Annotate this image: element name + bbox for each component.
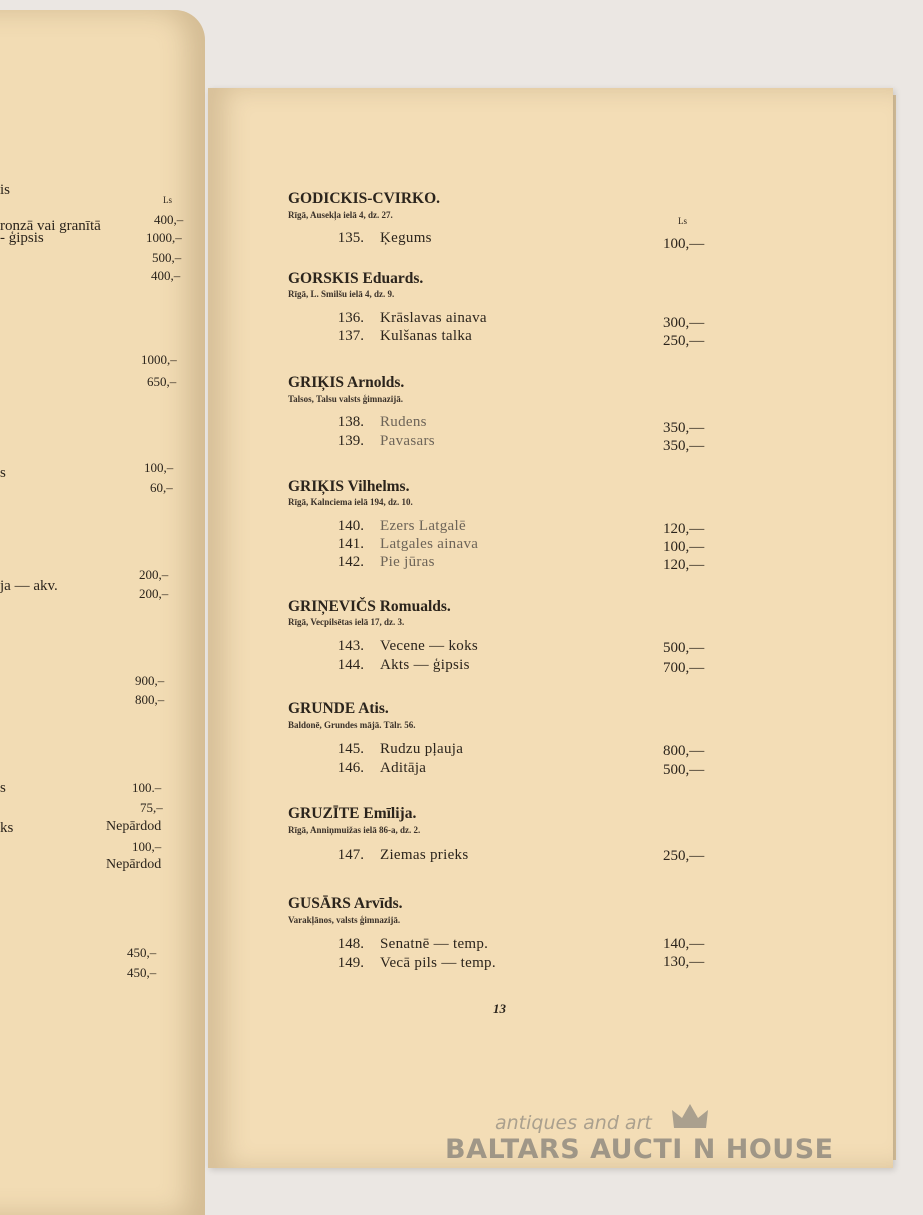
left-price: 1000,–	[146, 230, 182, 245]
work-title: Rudens	[380, 414, 427, 430]
artist-name: GORSKIS Eduards.	[288, 270, 424, 287]
artist-address: Rīgā, Anniņmuižas ielā 86-a, dz. 2.	[288, 825, 421, 835]
left-price: 650,–	[147, 374, 177, 389]
work-number: 137.	[337, 328, 364, 344]
work-price: 140,—	[663, 936, 705, 952]
work-title: Senatnē — temp.	[380, 936, 489, 952]
left-fragment: ks	[0, 820, 14, 836]
artist-name: GODICKIS-CVIRKO.	[288, 190, 441, 207]
left-fragment: ja — akv.	[0, 578, 58, 594]
work-title: Latgales ainava	[380, 536, 479, 552]
work-title: Rudzu pļauja	[380, 741, 464, 757]
watermark-tagline: antiques and art	[495, 1112, 652, 1134]
work-number: 145.	[337, 741, 364, 757]
artist-address: Rīgā, Kalnciema ielā 194, dz. 10.	[288, 497, 413, 507]
work-title: Ezers Latgalē	[380, 518, 466, 534]
work-number: 138.	[337, 414, 364, 430]
work-title: Vecene — koks	[380, 638, 479, 654]
work-number: 148.	[337, 936, 364, 952]
work-price: 100,—	[663, 236, 705, 252]
left-price: 900,–	[135, 673, 165, 688]
work-title: Akts — ģipsis	[380, 657, 470, 673]
page-number: 13	[493, 1001, 506, 1016]
work-title: Vecā pils — temp.	[380, 955, 496, 971]
work-price: 120,—	[663, 521, 705, 537]
left-fragment: is	[0, 182, 11, 198]
work-title: Kulšanas talka	[380, 328, 473, 344]
work-price: 700,—	[663, 660, 705, 676]
left-price: Nepārdod	[106, 857, 162, 872]
artist-address: Baldonē, Grundes mājā. Tālr. 56.	[288, 720, 416, 730]
left-price: 450,–	[127, 965, 157, 980]
work-price: 250,—	[663, 333, 705, 349]
work-title: Ziemas prieks	[380, 847, 469, 863]
work-price: 800,—	[663, 743, 705, 759]
work-price: 350,—	[663, 438, 705, 454]
right-page	[208, 88, 893, 1168]
work-price: 120,—	[663, 557, 705, 573]
artist-name: GRUNDE Atis.	[288, 700, 389, 717]
work-title: Ķegums	[380, 230, 432, 246]
watermark-brand: BALTARS AUCTI N HOUSE	[445, 1134, 834, 1165]
left-fragment: s	[0, 465, 6, 481]
artist-name: GRIŅEVIČS Romualds.	[288, 598, 451, 615]
artist-name: GUSĀRS Arvīds.	[288, 895, 403, 912]
work-number: 147.	[337, 847, 364, 863]
crown-icon	[670, 1102, 710, 1132]
left-price: 100.–	[132, 780, 162, 795]
artist-address: Rīgā, Vecpilsētas ielā 17, dz. 3.	[288, 617, 405, 627]
work-number: 139.	[337, 433, 364, 449]
left-price: 800,–	[135, 692, 165, 707]
artist-name: GRIĶIS Vilhelms.	[288, 478, 410, 495]
work-price: 100,—	[663, 539, 705, 555]
artist-name: GRIĶIS Arnolds.	[288, 374, 405, 391]
left-price: 200,–	[139, 567, 169, 582]
left-price: 450,–	[127, 945, 157, 960]
left-price: 100,–	[132, 839, 162, 854]
work-price: 500,—	[663, 640, 705, 656]
left-price: 60,–	[150, 480, 173, 495]
ls-label: Ls	[678, 216, 687, 226]
work-number: 135.	[337, 230, 364, 246]
work-number: 142.	[337, 554, 364, 570]
work-price: 250,—	[663, 848, 705, 864]
work-number: 146.	[337, 760, 364, 776]
work-number: 143.	[337, 638, 364, 654]
work-number: 144.	[337, 657, 364, 673]
left-price: 200,–	[139, 586, 169, 601]
left-price: 75,–	[140, 800, 163, 815]
work-number: 141.	[337, 536, 364, 552]
work-price: 130,—	[663, 954, 705, 970]
left-price: 400,–	[154, 212, 184, 227]
work-title: Krāslavas ainava	[380, 310, 487, 326]
work-price: 300,—	[663, 315, 705, 331]
work-price: 500,—	[663, 762, 705, 778]
artist-address: Varakļānos, valsts ģimnazijā.	[288, 915, 401, 925]
left-page	[0, 10, 205, 1215]
left-ls-label: Ls	[163, 195, 172, 205]
left-price: 100,–	[144, 460, 174, 475]
left-fragment: ronzā vai granītā	[0, 218, 101, 234]
artist-name: GRUZĪTE Emīlija.	[288, 805, 417, 822]
work-title: Aditāja	[380, 760, 427, 776]
left-price: Nepārdod	[106, 819, 162, 834]
artist-address: Rīgā, Ausekļa ielā 4, dz. 27.	[288, 210, 393, 220]
left-price: 500,–	[152, 250, 182, 265]
left-fragment: - ģipsis	[0, 230, 44, 246]
artist-address: Talsos, Talsu valsts ģimnazijā.	[288, 394, 403, 404]
left-fragment: s	[0, 780, 6, 796]
work-number: 140.	[337, 518, 364, 534]
work-price: 350,—	[663, 420, 705, 436]
work-title: Pavasars	[380, 433, 435, 449]
left-price: 400,–	[151, 268, 181, 283]
work-number: 149.	[337, 955, 364, 971]
work-number: 136.	[337, 310, 364, 326]
work-title: Pie jūras	[380, 554, 435, 570]
artist-address: Rīgā, L. Smilšu ielā 4, dz. 9.	[288, 289, 395, 299]
left-price: 1000,–	[141, 352, 177, 367]
